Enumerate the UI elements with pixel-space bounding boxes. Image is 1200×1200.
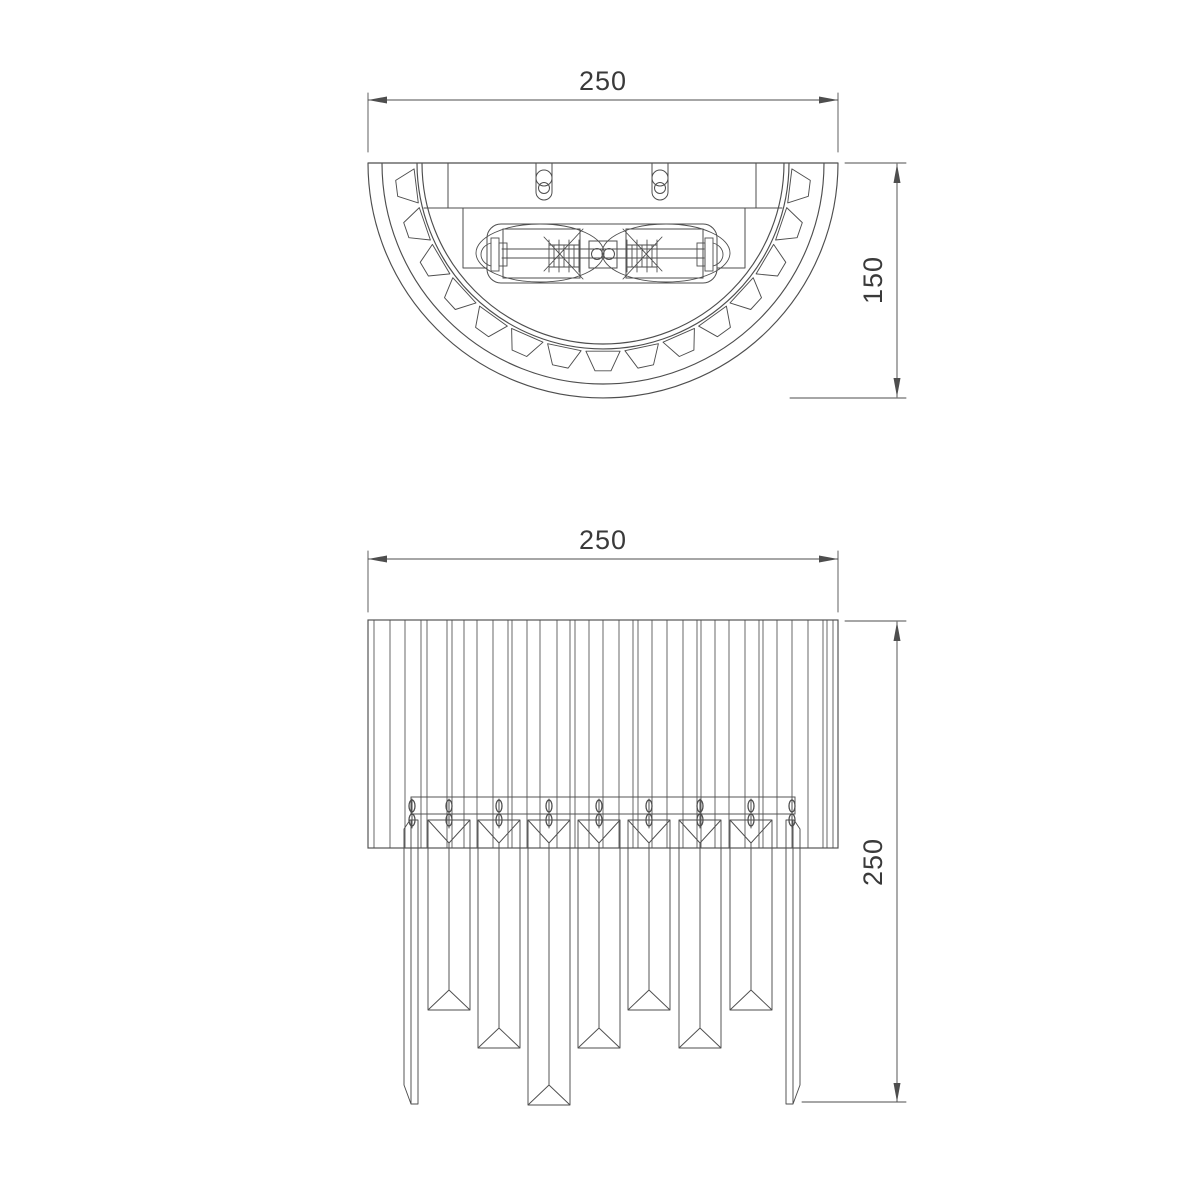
bulb-box [503, 229, 580, 278]
candle-socket [623, 229, 662, 279]
mounting-bar [424, 163, 782, 208]
keyhole-slot-hole [536, 170, 552, 186]
top-view-shade-outline [368, 163, 838, 398]
front-view-width-dimension-label: 250 [578, 525, 628, 555]
bulb-outline [602, 224, 730, 282]
socket-cap [705, 238, 713, 271]
rim-crystal [586, 351, 620, 371]
center-connector [589, 241, 617, 268]
dimension-labels [579, 66, 888, 886]
bulb-outline [476, 224, 604, 282]
edge-crystal [786, 820, 800, 1104]
top-view-width-dimension-label: 250 [578, 66, 628, 96]
dimension-arrowhead [819, 97, 838, 104]
keyhole-slot-hole [655, 183, 666, 194]
keyhole-slot-hole [652, 170, 668, 186]
front-view-height-dimension-label: 250 [858, 837, 888, 887]
dimension-arrowhead [819, 556, 838, 563]
prism-crystal [478, 820, 520, 1048]
top-view-depth-dimension-label: 150 [858, 255, 888, 305]
top-view [368, 163, 838, 398]
rim-crystal [420, 244, 450, 276]
edge-crystal [404, 820, 418, 1104]
bulb-box [626, 229, 703, 278]
dimension-arrowhead [368, 97, 387, 104]
dimension-arrowhead [894, 622, 901, 641]
rim-crystal [404, 208, 431, 240]
candle-socket [544, 229, 583, 279]
prism-crystal [578, 820, 620, 1048]
dimension-arrowhead [894, 164, 901, 183]
keyhole-slot [652, 163, 668, 200]
prism-crystal [528, 820, 570, 1105]
keyhole-slot-hole [539, 183, 550, 194]
dimension-arrowhead [894, 378, 901, 397]
front-view [368, 620, 838, 1105]
dimension-arrowhead [894, 1083, 901, 1102]
rim-crystal [788, 169, 811, 203]
rim-crystal [776, 208, 803, 240]
bulb-tip [481, 243, 491, 266]
dimension-arrowhead [368, 556, 387, 563]
socket-cap [697, 243, 705, 266]
prism-crystal [679, 820, 721, 1048]
rim-crystal [699, 306, 731, 337]
socket-cap [491, 238, 499, 271]
rim-crystal [396, 169, 419, 203]
rim-crystal [756, 244, 786, 276]
lamp-stem [502, 249, 704, 258]
rim-crystal [476, 306, 508, 337]
keyhole-slot [536, 163, 552, 200]
bulb-tip [713, 243, 723, 266]
